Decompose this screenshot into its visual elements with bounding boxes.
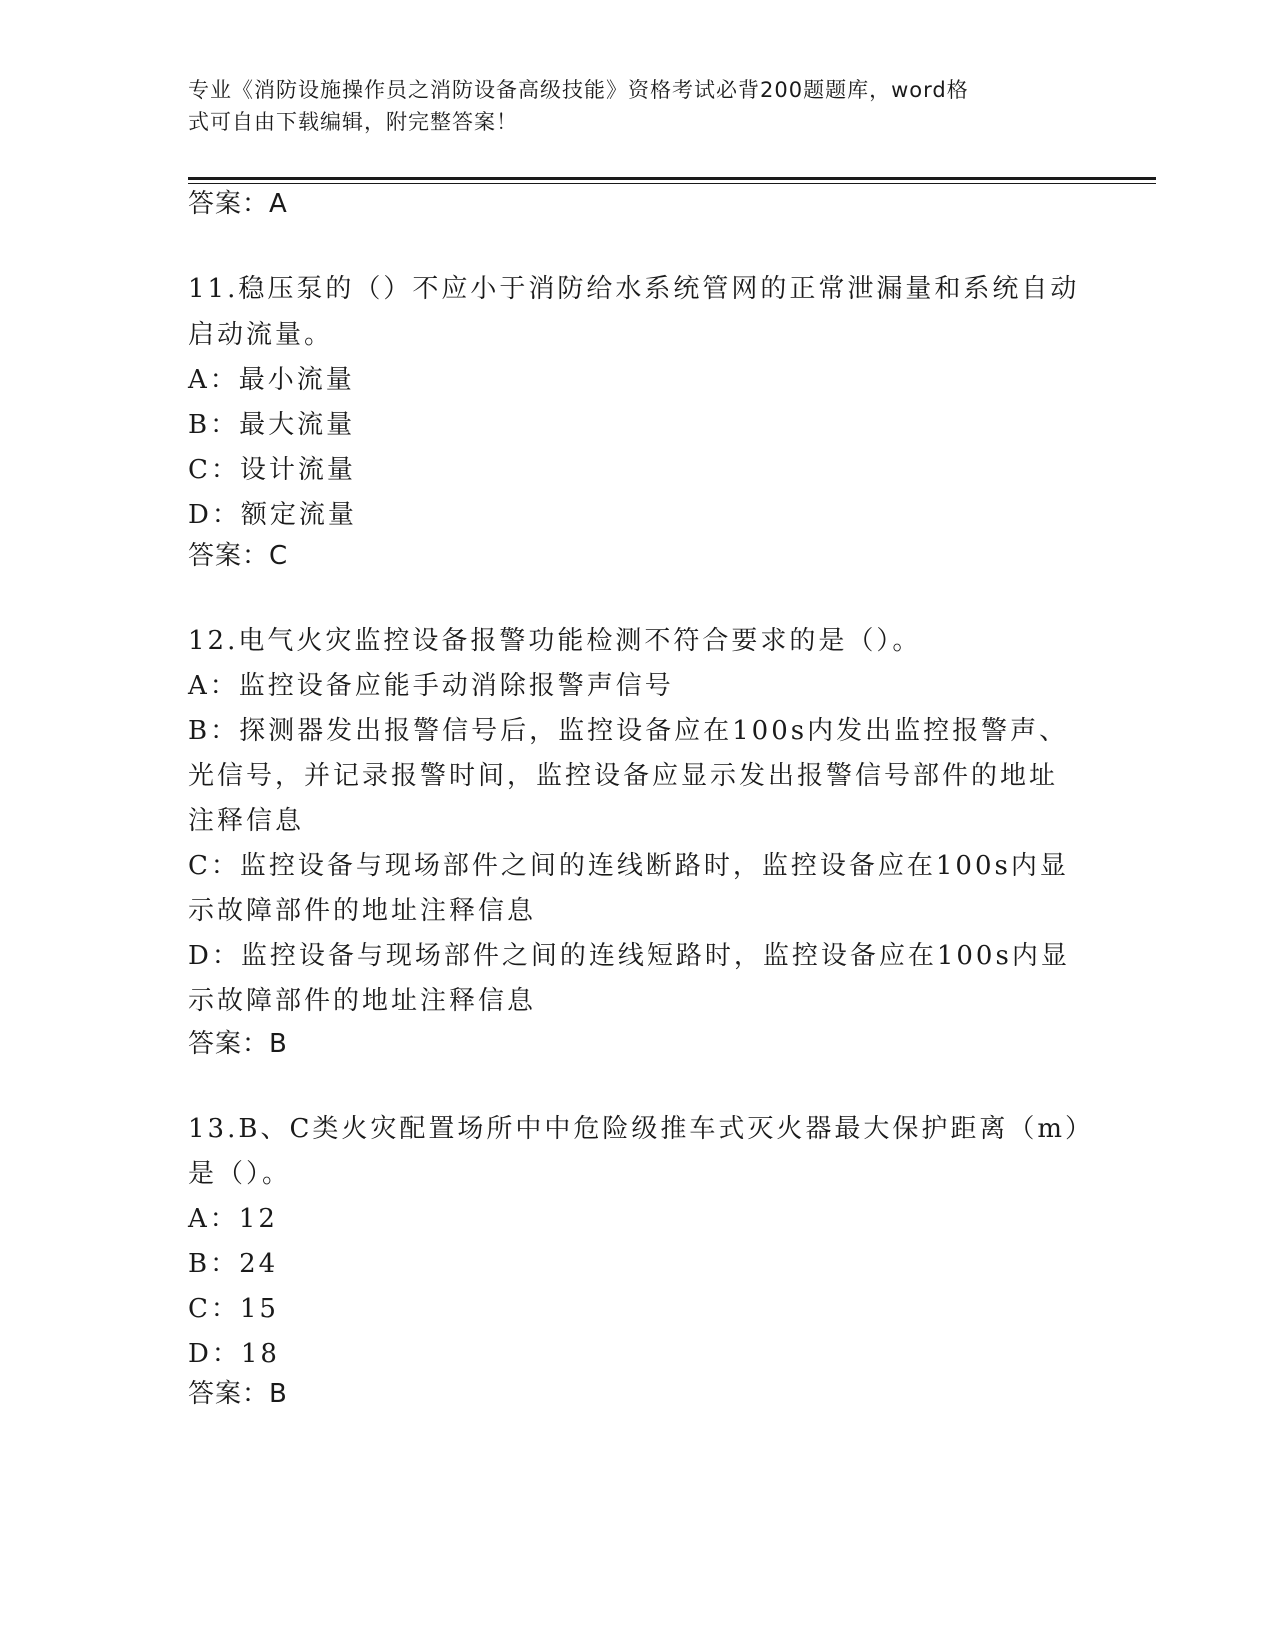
question-11-option-a: A：最小流量 [188,365,355,395]
question-12-option-c-line-2: 示故障部件的地址注释信息 [188,896,537,926]
question-11-option-b: B：最大流量 [188,410,356,440]
question-11-line-2: 启动流量。 [188,320,334,350]
question-12-line-1: 12.电气火灾监控设备报警功能检测不符合要求的是（）。 [188,626,922,656]
question-13-option-a: A：12 [188,1204,278,1234]
header-line-1: 专业《消防设施操作员之消防设备高级技能》资格考试必背200题题库，word格 [188,78,969,102]
header-line-2: 式可自由下载编辑，附完整答案！ [188,110,518,134]
question-11-option-d: D：额定流量 [188,500,357,530]
answer-question-12: 答案：B [188,1029,288,1059]
question-12-option-c-line-1: C：监控设备与现场部件之间的连线断路时，监控设备应在100s内显 [188,851,1069,881]
question-13-option-b: B：24 [188,1249,279,1279]
question-13-option-c: C：15 [188,1294,279,1324]
answer-question-11: 答案：C [188,541,289,571]
question-12-option-d-line-1: D：监控设备与现场部件之间的连线短路时，监控设备应在100s内显 [188,941,1070,971]
question-12-option-a: A：监控设备应能手动消除报警声信号 [188,671,674,701]
answer-previous: 答案：A [188,189,288,219]
question-12-option-b-line-3: 注释信息 [188,806,305,836]
header-divider-thick [188,177,1156,180]
answer-question-13: 答案：B [188,1379,288,1409]
header-divider-thin [188,183,1156,184]
question-13-line-1: 13.B、C类火灾配置场所中中危险级推车式灭火器最大保护距离（m） [188,1114,1095,1144]
question-13-line-2: 是（）。 [188,1159,292,1189]
document-header [188,74,1068,138]
question-11-option-c: C：设计流量 [188,455,356,485]
question-12-option-b-line-2: 光信号，并记录报警时间，监控设备应显示发出报警信号部件的地址 [188,761,1059,791]
question-13-option-d: D：18 [188,1339,280,1369]
question-11-line-1: 11.稳压泵的（）不应小于消防给水系统管网的正常泄漏量和系统自动 [188,274,1080,304]
question-12-option-b-line-1: B：探测器发出报警信号后，监控设备应在100s内发出监控报警声、 [188,716,1069,746]
question-12-option-d-line-2: 示故障部件的地址注释信息 [188,986,537,1016]
